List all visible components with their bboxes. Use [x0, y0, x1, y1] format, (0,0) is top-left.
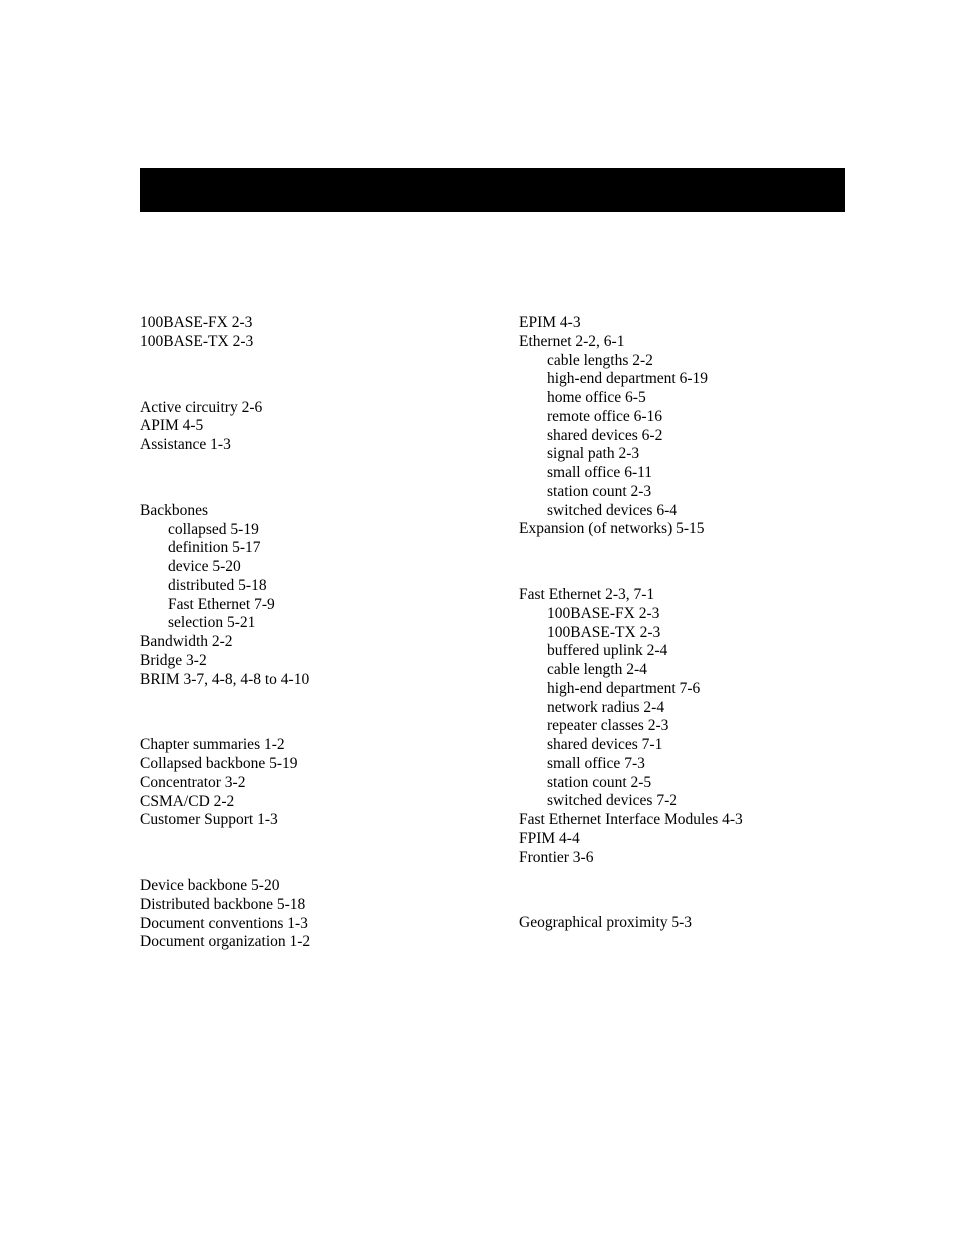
index-subentry: high-end department 6-19 — [547, 370, 708, 388]
index-entry: CSMA/CD 2-2 — [140, 792, 235, 810]
index-entry: Concentrator 3-2 — [140, 773, 246, 791]
index-entry: Device backbone 5-20 — [140, 877, 280, 894]
index-entry: Bandwidth 2-2 — [140, 633, 233, 650]
index-subentry: station count 2-5 — [547, 773, 652, 791]
index-group-gap — [519, 867, 879, 914]
index-entry: 100BASE-TX 2-3 — [140, 332, 254, 350]
index-entry: Geographical proximity 5-3 — [519, 914, 693, 932]
index-subentry: cable length 2-4 — [547, 661, 647, 678]
index-entry: Distributed backbone 5-18 — [140, 895, 306, 913]
index-subentry: distributed 5-18 — [168, 576, 267, 594]
index-entry: APIM 4-5 — [140, 417, 204, 435]
index-subentry: cable lengths 2-2 — [547, 351, 653, 369]
index-subentry: network radius 2-4 — [547, 698, 665, 716]
index-group — [140, 736, 500, 830]
index-entry: Assistance 1-3 — [140, 436, 231, 453]
index-subentry: high-end department 7-6 — [547, 679, 701, 697]
index-entry: Bridge 3-2 — [140, 651, 207, 669]
index-entry: Ethernet 2-2, 6-1 — [519, 332, 625, 350]
index-entry: 100BASE-FX 2-3 — [140, 314, 253, 331]
index-entry: Collapsed backbone 5-19 — [140, 755, 298, 772]
index-header-bar — [140, 168, 845, 212]
index-subentry: device 5-20 — [168, 558, 241, 575]
index-entry: Customer Support 1-3 — [140, 811, 278, 829]
index-group — [140, 399, 500, 455]
index-entry: Document organization 1-2 — [140, 933, 311, 951]
index-entry: EPIM 4-3 — [519, 314, 581, 331]
index-subentry: switched devices 6-4 — [547, 501, 677, 519]
index-entry: Chapter summaries 1-2 — [140, 736, 285, 754]
index-entry: Expansion (of networks) 5-15 — [519, 520, 705, 538]
index-group-gap — [519, 539, 879, 586]
index-subentry: collapsed 5-19 — [168, 520, 259, 538]
index-subentry: Fast Ethernet 7-9 — [168, 595, 275, 613]
index-subentry: signal path 2-3 — [547, 445, 640, 463]
index-entry: Frontier 3-6 — [519, 848, 594, 866]
index-subentry: small office 6-11 — [547, 464, 653, 481]
index-subentry: 100BASE-FX 2-3 — [547, 604, 660, 622]
index-group-gap — [140, 455, 500, 502]
index-entry: Active circuitry 2-6 — [140, 398, 263, 416]
index-entry: Backbones — [140, 501, 209, 519]
index-subentry: shared devices 7-1 — [547, 736, 663, 753]
index-subentry: shared devices 6-2 — [547, 426, 663, 444]
index-entry: Document conventions 1-3 — [140, 914, 308, 932]
index-group — [519, 314, 879, 539]
index-subentry: remote office 6-16 — [547, 407, 663, 425]
index-group — [140, 502, 500, 690]
index-right-column — [519, 314, 879, 933]
index-subentry: buffered uplink 2-4 — [547, 642, 668, 660]
index-group — [140, 877, 500, 952]
index-group-gap — [140, 830, 500, 877]
index-subentry: small office 7-3 — [547, 754, 645, 772]
index-group-gap — [140, 352, 500, 399]
index-entry: Fast Ethernet Interface Modules 4-3 — [519, 811, 743, 828]
index-subentry: 100BASE-TX 2-3 — [547, 623, 661, 641]
index-subentry: home office 6-5 — [547, 389, 646, 406]
index-subentry: definition 5-17 — [168, 539, 261, 557]
index-subentry: switched devices 7-2 — [547, 792, 677, 810]
index-group — [519, 914, 879, 933]
index-left-column — [140, 314, 500, 952]
index-subentry: station count 2-3 — [547, 482, 652, 500]
index-group — [519, 586, 879, 867]
index-group — [140, 314, 500, 352]
index-group-gap — [140, 689, 500, 736]
index-subentry: repeater classes 2-3 — [547, 717, 669, 735]
index-entry: Fast Ethernet 2-3, 7-1 — [519, 586, 655, 603]
index-entry: FPIM 4-4 — [519, 829, 580, 847]
index-subentry: selection 5-21 — [168, 614, 256, 632]
index-entry: BRIM 3-7, 4-8, 4-8 to 4-10 — [140, 670, 310, 688]
